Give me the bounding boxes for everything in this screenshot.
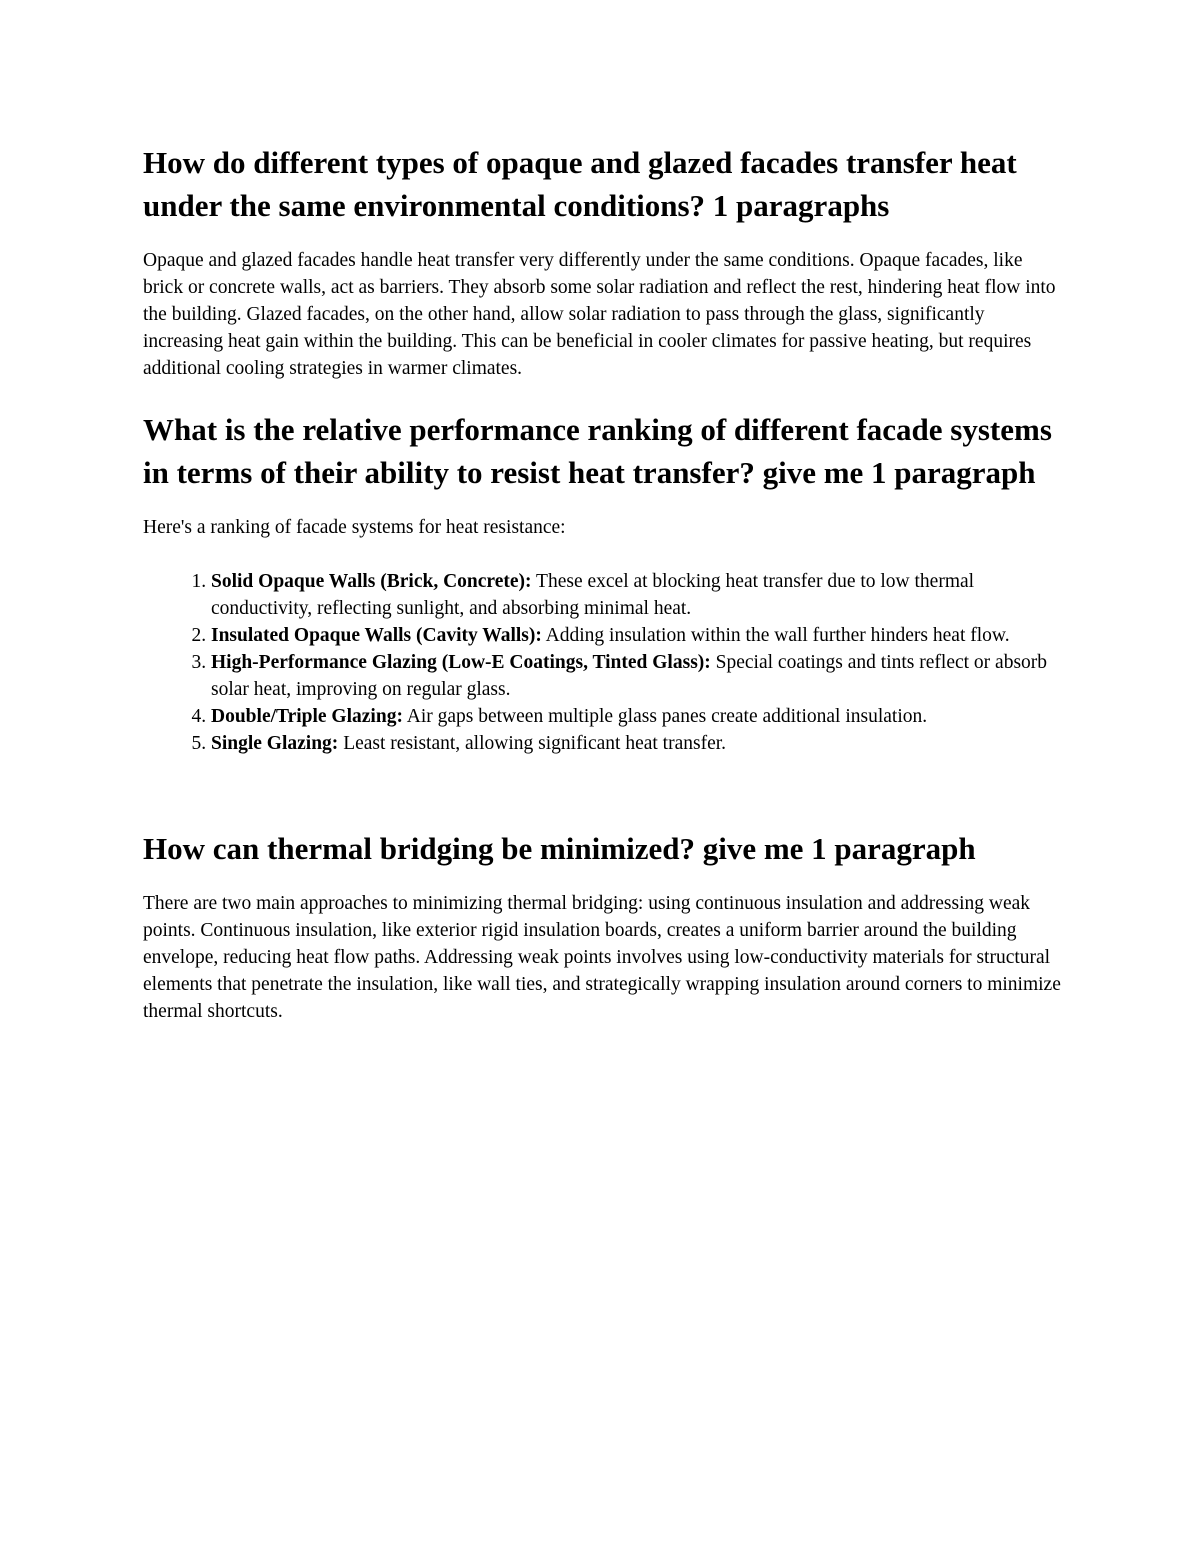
ranking-item-term: High-Performance Glazing (Low-E Coatings, Tinted Glass): — [211, 652, 711, 673]
ranking-item — [211, 568, 1063, 622]
ranking-item-text: Air gaps between multiple glass panes create additional insulation. — [402, 706, 928, 727]
section-heading-heat-transfer: How do different types of opaque and glazed facades transfer heat under the same environmental conditions? 1 paragraphs — [143, 145, 1017, 223]
section-heading-performance-ranking: What is the relative performance ranking of different facade systems in terms of their ability to resist heat transfer? give me 1 paragraph — [143, 412, 1052, 490]
ranking-item-text: These excel at blocking heat transfer due to low thermal conductivity, reflecting sunlight, and absorbing minimal heat. — [211, 571, 975, 619]
document-content — [143, 141, 1063, 1025]
ranking-item — [211, 703, 1063, 730]
ranking-item-text: Special coatings and tints reflect or absorb solar heat, improving on regular glass. — [211, 652, 1048, 700]
ranking-item-term: Single Glazing: — [211, 733, 339, 754]
ranking-item-term: Solid Opaque Walls (Brick, Concrete): — [211, 571, 532, 592]
ranking-item-text: Adding insulation within the wall further hinders heat flow. — [541, 625, 1010, 646]
ranking-list — [143, 568, 1063, 757]
ranking-intro: Here's a ranking of facade systems for heat resistance: — [143, 517, 566, 538]
section-paragraph-heat-transfer: Opaque and glazed facades handle heat transfer very differently under the same conditions. Opaque facades, like brick or concrete walls, act as barriers. They absorb some solar radiation and reflect the rest, hindering heat flow into the building. Glazed facades, on the other hand, allow solar radiation to pass through the glass, significantly increasing heat gain within the building. This can be beneficial in cooler climates for passive heating, but requires additional cooling strategies in warmer climates. — [143, 250, 1056, 379]
section-paragraph-thermal-bridging: There are two main approaches to minimizing thermal bridging: using continuous insulation and addressing weak points. Continuous insulation, like exterior rigid insulation boards, creates a uniform barrier around the building envelope, reducing heat flow paths. Addressing weak points involves using low-conductivity materials for structural elements that penetrate the insulation, like wall ties, and strategically wrapping insulation around corners to minimize thermal shortcuts. — [143, 893, 1061, 1022]
section-heading-thermal-bridging: How can thermal bridging be minimized? give me 1 paragraph — [143, 831, 976, 866]
ranking-item — [211, 649, 1063, 703]
ranking-item — [211, 622, 1063, 649]
ranking-item-term: Double/Triple Glazing: — [211, 706, 403, 727]
ranking-item — [211, 730, 1063, 757]
ranking-item-term: Insulated Opaque Walls (Cavity Walls): — [211, 625, 542, 646]
ranking-item-text: Least resistant, allowing significant heat transfer. — [338, 733, 727, 754]
